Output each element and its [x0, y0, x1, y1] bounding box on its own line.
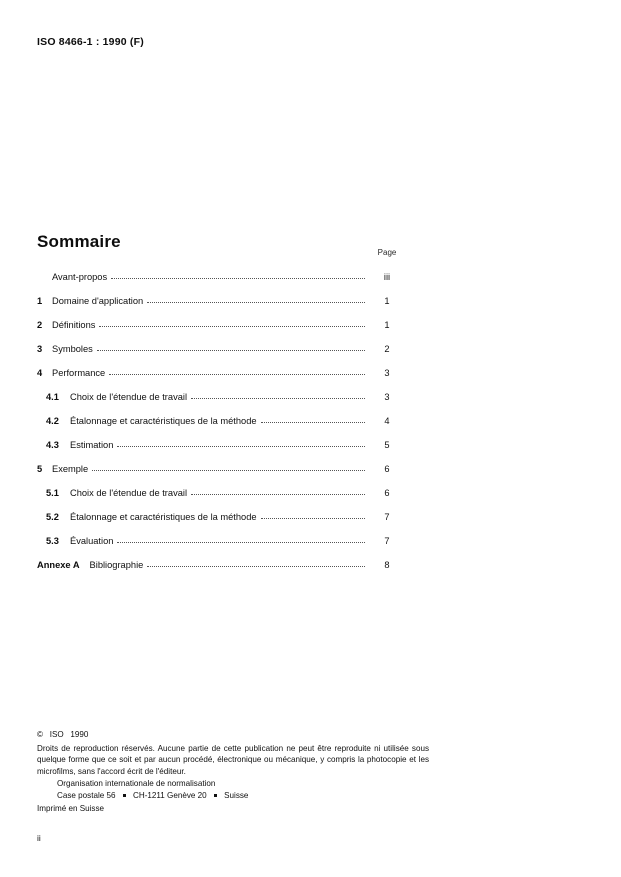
toc-entry[interactable] [37, 344, 405, 368]
toc-entry-number: 5.2 [46, 512, 59, 522]
toc-entry[interactable] [37, 440, 405, 464]
toc-entry-page-number: iii [383, 272, 391, 282]
toc-leader-dots [261, 421, 365, 423]
toc-entry-list [37, 272, 405, 584]
toc-entry-number: 5 [37, 464, 43, 474]
toc-leader-dots [111, 277, 365, 279]
toc-entry[interactable] [37, 272, 405, 296]
toc-entry-number: 2 [37, 320, 43, 330]
toc-entry-page-number: 2 [384, 344, 390, 354]
toc-leader-dots [97, 349, 365, 351]
toc-entry-page-number: 5 [384, 440, 390, 450]
address-line [57, 790, 429, 802]
toc-entry[interactable] [37, 416, 405, 440]
toc-entry-page-number: 8 [384, 560, 390, 570]
address-city: CH-1211 Genève 20 [133, 790, 207, 800]
rights-statement: Droits de reproduction réservés. Aucune partie de cette publication ne peut être reproduite ni utilisée sous quelque forme que ce soit et par aucun procédé, électronique ou mécanique, y compris la photocopie et les microfilms, sans l'accord écrit de l'éditeur. [37, 743, 429, 776]
toc-entry[interactable] [37, 488, 405, 512]
toc-entry-page-number: 3 [384, 392, 390, 402]
toc-entry-page-number: 4 [384, 416, 390, 426]
toc-entry-label: Évaluation [70, 536, 114, 546]
organization-name: Organisation internationale de normalisation [57, 779, 216, 789]
toc-entry[interactable] [37, 320, 405, 344]
toc-entry-page-number: 7 [384, 536, 390, 546]
toc-entry[interactable] [37, 560, 405, 584]
toc-entry-page-number: 6 [384, 488, 390, 498]
toc-entry-number: 3 [37, 344, 43, 354]
toc-entry-number: 1 [37, 296, 43, 306]
table-of-contents [37, 232, 405, 584]
toc-entry-label: Exemple [52, 464, 89, 474]
page-number: ii [37, 833, 41, 843]
toc-entry-label: Symboles [52, 344, 93, 354]
toc-entry-number: Annexe A [37, 560, 80, 570]
toc-entry[interactable] [37, 512, 405, 536]
toc-leader-dots [147, 565, 365, 567]
toc-leader-dots [117, 445, 365, 447]
toc-entry-label: Estimation [70, 440, 114, 450]
toc-entry-number: 4.2 [46, 416, 59, 426]
toc-entry-page-number: 1 [384, 320, 390, 330]
toc-entry-label: Choix de l'étendue de travail [70, 392, 188, 402]
toc-leader-dots [117, 541, 365, 543]
toc-leader-dots [261, 517, 365, 519]
toc-entry-label: Bibliographie [89, 560, 144, 570]
toc-entry-page-number: 7 [384, 512, 390, 522]
toc-header-row [37, 232, 405, 258]
toc-entry-number: 5.3 [46, 536, 59, 546]
standard-reference-header: ISO 8466-1 : 1990 (F) [37, 36, 144, 48]
toc-entry-page-number: 1 [384, 296, 390, 306]
toc-entry-label: Choix de l'étendue de travail [70, 488, 188, 498]
toc-entry-label: Performance [52, 368, 106, 378]
page-title: Sommaire [37, 232, 121, 251]
toc-entry-label: Étalonnage et caractéristiques de la méthode [70, 416, 257, 426]
toc-leader-dots [191, 493, 365, 495]
toc-entry-page-number: 6 [384, 464, 390, 474]
toc-leader-dots [147, 301, 365, 303]
toc-entry[interactable] [37, 368, 405, 392]
address-country: Suisse [224, 790, 249, 800]
toc-leader-dots [191, 397, 365, 399]
toc-entry-label: Avant-propos [52, 272, 108, 282]
colophon [37, 729, 429, 814]
toc-entry-number: 4 [37, 368, 43, 378]
publisher-address [57, 778, 429, 801]
bullet-separator-icon [214, 794, 217, 797]
toc-page-column-header: Page [377, 248, 397, 257]
toc-entry-label: Domaine d'application [52, 296, 144, 306]
toc-leader-dots [99, 325, 365, 327]
toc-entry-number: 4.3 [46, 440, 59, 450]
toc-entry-number: 5.1 [46, 488, 59, 498]
toc-entry[interactable] [37, 296, 405, 320]
bullet-separator-icon [123, 794, 126, 797]
toc-leader-dots [109, 373, 365, 375]
printed-in-line: Imprimé en Suisse [37, 803, 105, 813]
toc-entry-number: 4.1 [46, 392, 59, 402]
toc-leader-dots [92, 469, 365, 471]
toc-entry[interactable] [37, 392, 405, 416]
toc-entry-label: Définitions [52, 320, 96, 330]
address-postbox: Case postale 56 [57, 790, 116, 800]
copyright-line: © ISO 1990 [37, 730, 89, 739]
toc-entry[interactable] [37, 536, 405, 560]
toc-entry[interactable] [37, 464, 405, 488]
toc-entry-label: Étalonnage et caractéristiques de la méthode [70, 512, 257, 522]
toc-entry-page-number: 3 [384, 368, 390, 378]
